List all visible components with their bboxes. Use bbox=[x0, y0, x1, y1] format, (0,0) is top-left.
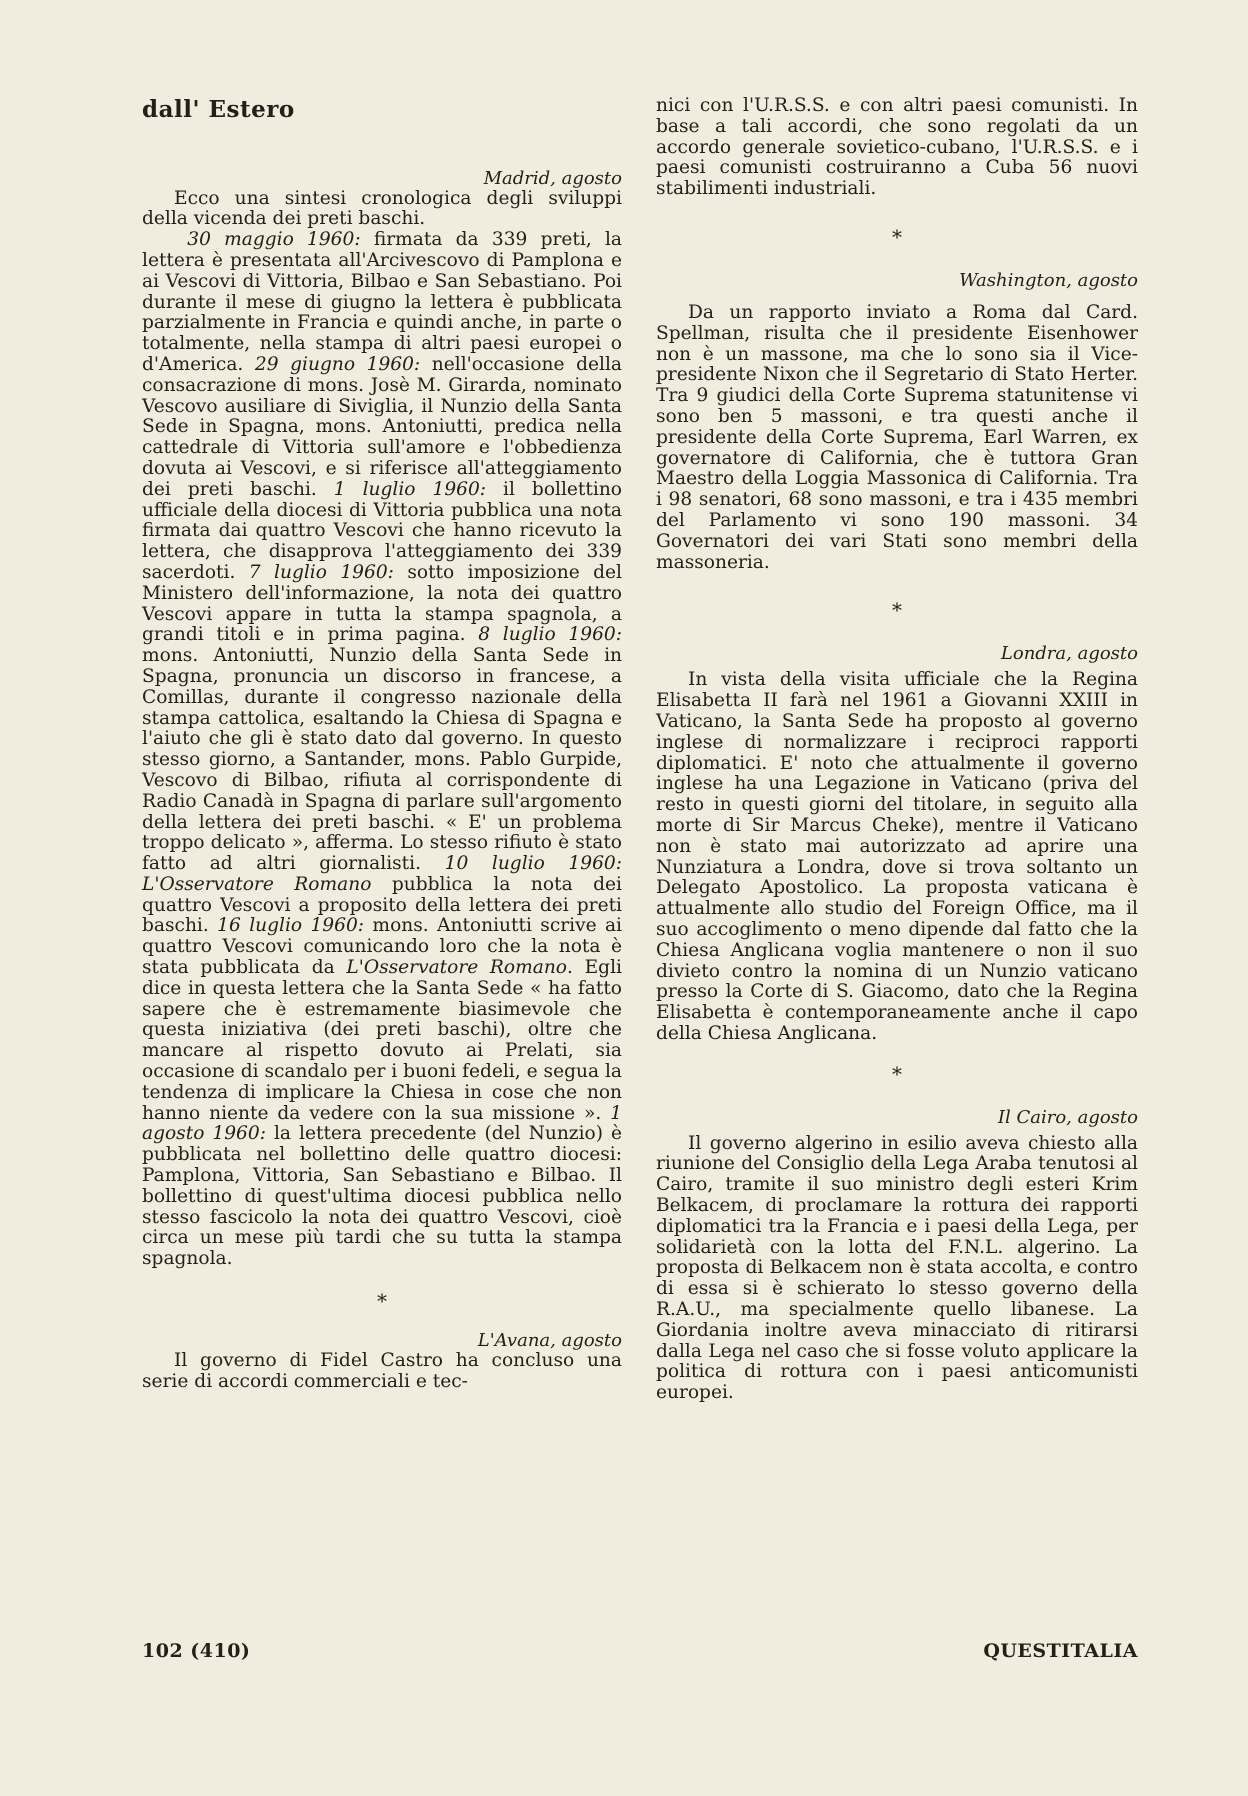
right-column bbox=[656, 96, 1138, 1404]
separator-asterisk: * bbox=[892, 1061, 902, 1086]
article-madrid bbox=[142, 168, 622, 1270]
separator-asterisk: * bbox=[892, 224, 902, 249]
dateline-londra: Londra, agosto bbox=[1000, 643, 1138, 665]
article-washington bbox=[656, 270, 1138, 573]
segment-date: 7 luglio 1960: bbox=[248, 561, 394, 583]
article-washington-body: Da un rapporto inviato a Roma dal Card. Spellman, risulta che il presidente Eisenhower non è un massone, ma che lo sono sia il Vice-presidente Nixon che il Segretario di Stato Herter. Tra 9 giudici della Corte Suprema statunitense vi sono ben 5 massoni, e tra questi anche il presidente della Corte Suprema, Earl Warren, ex governatore di California, che è tuttora Gran Maestro della Loggia Massonica di California. Tra i 98 senatori, 68 sono massoni, e tra i 435 membri del Parlamento vi sono 190 massoni. 34 Governatori dei vari Stati sono membri della massoneria. bbox=[656, 301, 1138, 573]
segment: sotto imposizione del Ministero dell'informazione, la nota dei quattro Vescovi appare in tutta la stampa spagnola, a grandi titoli e in prima pagina. bbox=[142, 561, 622, 646]
dateline-madrid: Madrid, agosto bbox=[483, 167, 622, 189]
segment-date: 1 luglio 1960: bbox=[333, 478, 487, 500]
segment-date: 16 luglio 1960: bbox=[217, 915, 365, 937]
article-cairo bbox=[656, 1107, 1138, 1404]
article-londra bbox=[656, 643, 1138, 1044]
segment: mons. Antoniutti, Nunzio della Santa Sede in Spagna, pronuncia un discorso in francese, a Comillas, durante il congresso nazionale della stampa cattolica, esaltando la Chiesa di Spagna e l'aiuto che gli è stato dato dal governo. In questo stesso giorno, a Santander, mons. Pablo Gurpide, Vescovo di Bilbao, rifiuta al corrispondente di Radio Canadà in Spagna di parlare sull'argomento della lettera dei preti baschi. « E' un problema troppo delicato », afferma. Lo stesso rifiuto è stato fatto ad altri giornalisti. bbox=[142, 645, 622, 875]
segment: pubblica la nota dei quattro Vescovi a proposito della lettera dei preti baschi. bbox=[142, 873, 622, 937]
left-column bbox=[142, 96, 622, 1393]
separator-asterisk: * bbox=[892, 598, 902, 623]
article-avana bbox=[142, 1330, 622, 1393]
page-number: 102 (410) bbox=[142, 1640, 251, 1662]
article-avana-body-part1: Il governo di Fidel Castro ha concluso una serie di accordi commerciali e tec- bbox=[142, 1350, 622, 1392]
segment: firmata da 339 preti, la lettera è presentata all'Arcivescovo di Pamplona e ai Vescovi di Vittoria, Bilbao e San Sebastiano. Poi durante il mese di giugno la lettera è pubblicata parzialmente in Francia e quindi anche, in parte o totalmente, nella stampa di altri paesi europei o d'America. bbox=[142, 229, 622, 375]
segment-title: L'Osservatore Romano bbox=[346, 957, 567, 979]
segment: Ecco una sintesi cronologica degli sviluppi della vicenda dei preti baschi. bbox=[142, 187, 622, 230]
segment: il bollettino ufficiale della diocesi di Vittoria pubblica una nota firmata dai quattro Vescovi che hanno ricevuto la lettera, che disapprova l'atteggiamento dei 339 sacerdoti. bbox=[142, 478, 622, 583]
separator-asterisk: * bbox=[377, 1289, 387, 1314]
article-avana-body-part2: nici con l'U.R.S.S. e con altri paesi comunisti. In base a tali accordi, che sono regolati da un accordo generale sovietico-cubano, l'U.R.S.S. e i paesi comunisti costruiranno a Cuba 56 nuovi stabilimenti industriali. bbox=[656, 95, 1138, 200]
segment-date: 30 maggio 1960: bbox=[187, 229, 361, 251]
dateline-avana: L'Avana, agosto bbox=[477, 1330, 622, 1352]
segment: la lettera precedente (del Nunzio) è pubblicata nel bollettino delle quattro diocesi: Pamplona, Vittoria, San Sebastiano e Bilbao. Il bollettino di quest'ultima diocesi pubblica nello stesso fascicolo la nota dei quattro Vescovi, cioè circa un mese più tardi che su tutta la stampa spagnola. bbox=[142, 1123, 622, 1270]
section-title: dall' Estero bbox=[142, 96, 295, 123]
segment-date: 8 luglio 1960: bbox=[478, 624, 622, 646]
segment: mons. Antoniutti scrive ai quattro Vescovi comunicando loro che la nota è stata pubblicata da bbox=[142, 915, 622, 979]
dateline-washington: Washington, agosto bbox=[959, 269, 1138, 291]
article-madrid-body bbox=[142, 189, 622, 1270]
article-londra-body: In vista della visita ufficiale che la Regina Elisabetta II farà nel 1961 a Giovanni XXIII in Vaticano, la Santa Sede ha proposto al governo inglese di normalizzare i reciproci rapporti diplomatici. E' noto che attualmente il governo inglese ha una Legazione in Vaticano (priva del resto in questi giorni del titolare, in seguito alla morte di Sir Marcus Cheke), mentre il Vaticano non è stato mai autorizzato ad aprire una Nunziatura a Londra, dove si trova soltanto un Delegato Apostolico. La proposta vaticana è attualmente allo studio del Foreign Office, ma il suo accoglimento o meno dipende dal fatto che la Chiesa Anglicana voglia mantenere o non il suo divieto contro la nomina di un Nunzio vaticano presso la Corte di S. Giacomo, dato che la Regina Elisabetta è contemporaneamente anche il capo della Chiesa Anglicana. bbox=[656, 669, 1138, 1044]
magazine-name: QUESTITALIA bbox=[983, 1640, 1138, 1662]
segment: nell'occasione della consacrazione di mons. Josè M. Girarda, nominato Vescovo ausiliare di Siviglia, il Nunzio della Santa Sede in Spagna, mons. Antoniutti, predica nella cattedrale di Vittoria sull'amore e l'obbedienza dovuta ai Vescovi, e si riferisce all'atteggiamento dei preti baschi. bbox=[142, 353, 622, 500]
segment: . Egli dice in questa lettera che la Santa Sede « ha fatto sapere che è estremamente biasimevole che questa iniziativa (dei preti baschi), oltre che mancare al rispetto dovuto ai Prelati, sia occasione di scandalo per i buoni fedeli, e segua la tendenza di implicare la Chiesa in cose che non hanno niente da vedere con la sua missione ». bbox=[142, 957, 622, 1124]
segment-date: 10 luglio 1960: L'Osservatore Romano bbox=[142, 853, 622, 895]
segment-date: 29 giugno 1960: bbox=[254, 353, 421, 375]
segment-date: 1 agosto 1960: bbox=[142, 1102, 622, 1145]
article-cairo-body: Il governo algerino in esilio aveva chiesto alla riunione del Consiglio della Lega Araba tenutosi al Cairo, tramite il suo ministro degli esteri Krim Belkacem, di proclamare la rottura dei rapporti diplomatici tra la Francia e i paesi della Lega, per solidarietà con la lotta del F.N.L. algerino. La proposta di Belkacem non è stata accolta, e contro di essa si è schierato lo stesso governo della R.A.U., ma specialmente quello libanese. La Giordania inoltre aveva minacciato di ritirarsi dalla Lega nel caso che si fosse voluto applicare la politica di rottura con i paesi anticomunisti europei. bbox=[656, 1132, 1138, 1404]
dateline-cairo: Il Cairo, agosto bbox=[997, 1106, 1138, 1128]
